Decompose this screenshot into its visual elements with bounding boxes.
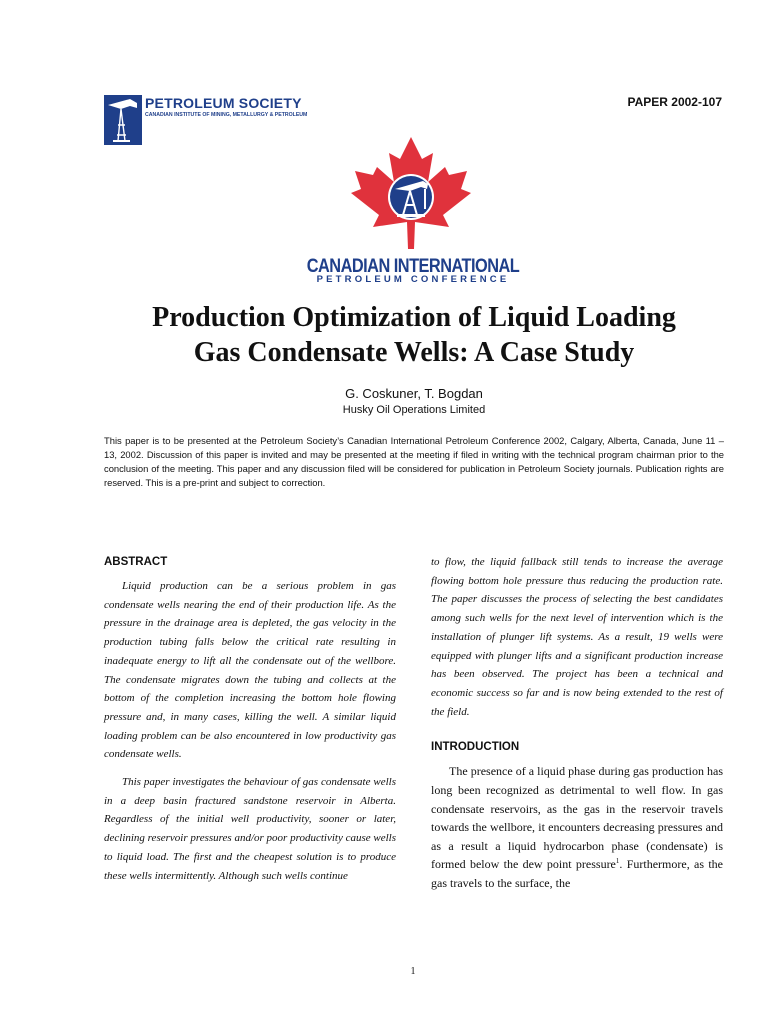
conference-subtitle: PETROLEUM CONFERENCE [316,274,510,285]
maple-leaf-pumpjack-icon [337,137,485,249]
paper-title-line2: Gas Condensate Wells: A Case Study [193,337,635,368]
left-column [104,553,396,885]
conference-name: CANADIAN INTERNATIONAL [306,256,520,277]
paper-title-line1: Production Optimization of Liquid Loading [152,302,676,333]
introduction-text-b: . Furthermore, as the gas travels to the surface, the [431,857,723,890]
page-number: 1 [410,966,416,977]
abstract-paragraph-2-continued: to flow, the liquid fallback still tends to increase the average flowing bottom hole pressure thus reducing the production rate. The paper discusses the process of selecting the best candidates among such wells for the next level of intervention which is the installation of plunger lift systems. As a result, 19 wells were equipped with plunger lifts and a significant production increase has been observed. The project has been a technical and economic success so far and is now being extended to the rest of the field. [431,556,723,718]
presentation-notice: This paper is to be presented at the Petroleum Society’s Canadian International Petroleum Conference 2002, Calgary, Alberta, Canada, June 11 – 13, 2002. Discussion of this paper is invited and may be presented at the meeting if filed in writing with the technical program chairman prior to the conclusion of the meeting. This paper and any discussion filed will be considered for publication in Petroleum Society journals. Publication rights are reserved. This is a pre-print and subject to correction. [104,435,724,488]
paper-title [60,300,768,370]
introduction-heading: INTRODUCTION [431,741,520,754]
abstract-paragraph-1: Liquid production can be a serious problem in gas condensate wells nearing the end of their production life. As the pressure in the drainage area is depleted, the gas velocity in the production tubing falls below the critical rate resulting in inadequate energy to lift all the condensate out of the wellbore. The condensate migrates down the tubing and collects at the bottom of the completion increasing the bottom hole flowing pressure and, in many cases, killing the well. A similar liquid loading problem can be also encountered in low productivity gas condensate wells. [104,580,396,761]
paper-authors: G. Coskuner, T. Bogdan [345,386,483,401]
introduction-paragraph-1 [431,762,723,892]
introduction-text-a: The presence of a liquid phase during gas production has long been recognized as detrimental to well flow. In gas condensate reservoirs, as the gas in the reservoir travels towards the wellbore, it encounters decreasing pressures and as a result a liquid hydrocarbon phase (condensate) is formed below the dew point pressure [431,764,723,872]
paper-number: PAPER 2002-107 [627,95,722,109]
paper-affiliation: Husky Oil Operations Limited [342,404,486,416]
society-name: PETROLEUM SOCIETY [145,95,302,111]
abstract-paragraph-2: This paper investigates the behaviour of gas condensate wells in a deep basin fractured sandstone reservoir in Alberta. Regardless of the initial well productivity, sooner or later, declining reservoir pressures and/or poor productivity cause wells to liquid load. The first and the cheapest solution is to produce these wells intermittently. Although such wells continue [104,776,396,882]
right-column [431,553,723,892]
society-subtitle: CANADIAN INSTITUTE OF MINING, METALLURGY & PETROLEUM [145,112,308,118]
reference-marker: 1 [615,857,620,866]
oil-derrick-icon [104,95,142,145]
abstract-heading: ABSTRACT [104,556,168,568]
